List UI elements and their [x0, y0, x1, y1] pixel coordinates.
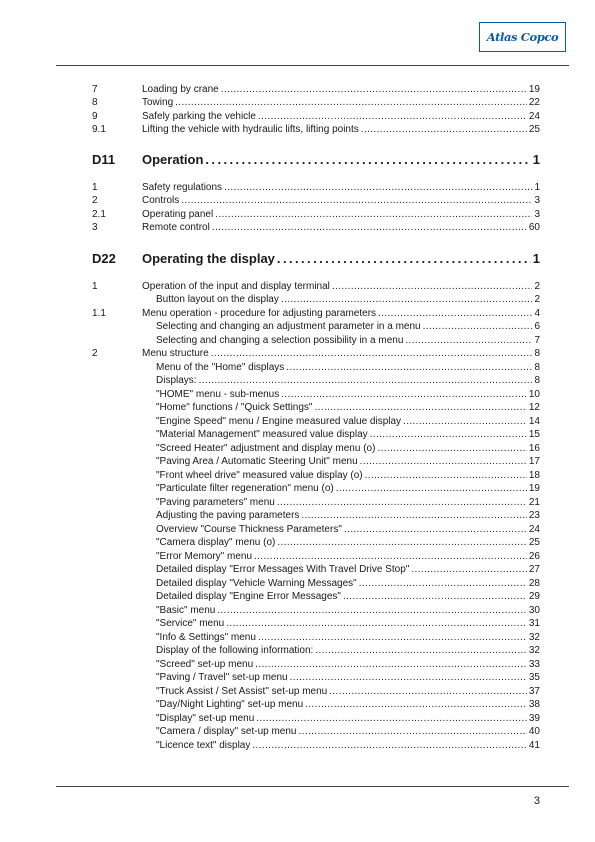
dot-leader	[299, 726, 527, 738]
dot-leader	[224, 182, 532, 194]
toc-title: Display of the following information:	[156, 645, 314, 656]
toc-page-number: 60	[528, 222, 540, 233]
toc-entry-line	[142, 250, 540, 268]
toc-number: D11	[92, 152, 116, 167]
toc-entry[interactable]	[92, 97, 540, 109]
toc-title: "Paving parameters" menu	[156, 497, 275, 508]
toc-entry[interactable]	[92, 632, 540, 644]
toc-page-number: 37	[528, 686, 540, 697]
toc-entry-line	[156, 483, 540, 495]
toc-page-number: 2	[534, 294, 540, 305]
toc-entry[interactable]	[92, 551, 540, 563]
toc-page-number: 1	[532, 251, 540, 266]
toc-entry[interactable]	[92, 456, 540, 468]
toc-number: 9.1	[92, 124, 106, 135]
toc-entry[interactable]	[92, 699, 540, 711]
toc-entry-line	[156, 335, 540, 347]
toc-page-number: 1	[534, 182, 540, 193]
toc-page-number: 24	[528, 524, 540, 535]
toc-title: "HOME" menu - sub-menus	[156, 389, 280, 400]
toc-number: 3	[92, 222, 98, 233]
toc-entry[interactable]	[92, 578, 540, 590]
toc-entry-line	[142, 124, 540, 136]
toc-entry-line	[156, 497, 540, 509]
dot-leader	[315, 645, 527, 657]
toc-number: 2.1	[92, 209, 106, 220]
dot-leader	[405, 335, 532, 347]
toc-entry[interactable]	[92, 605, 540, 617]
toc-entry-line	[142, 97, 540, 109]
dot-leader	[281, 294, 533, 306]
toc-entry[interactable]	[92, 402, 540, 414]
toc-entry[interactable]	[92, 308, 540, 320]
toc-entry[interactable]	[92, 497, 540, 509]
toc-entry[interactable]	[92, 321, 540, 333]
toc-entry-line	[142, 348, 540, 360]
toc-entry[interactable]	[92, 537, 540, 549]
toc-entry-line	[156, 551, 540, 563]
toc-entry[interactable]	[92, 726, 540, 738]
toc-page-number: 32	[528, 632, 540, 643]
toc-entry-line	[142, 308, 540, 320]
toc-entry-line	[156, 672, 540, 684]
toc-title: Detailed display "Vehicle Warning Messages"	[156, 578, 357, 589]
toc-entry[interactable]	[92, 470, 540, 482]
toc-entry-line	[156, 645, 540, 657]
toc-page-number: 33	[528, 659, 540, 670]
toc-entry-line	[156, 510, 540, 522]
toc-title: Operating the display	[142, 251, 275, 266]
toc-title: "Service" menu	[156, 618, 225, 629]
toc-title: "Paving / Travel" set-up menu	[156, 672, 288, 683]
toc-page-number: 35	[528, 672, 540, 683]
dot-leader	[301, 510, 526, 522]
toc-entry-line	[156, 294, 540, 306]
toc-entry[interactable]	[92, 362, 540, 374]
toc-entry-line	[156, 375, 540, 387]
toc-page-number: 10	[528, 389, 540, 400]
toc-title: Safety regulations	[142, 182, 223, 193]
toc-page-number: 2	[534, 281, 540, 292]
toc-title: Overview "Course Thickness Parameters"	[156, 524, 342, 535]
toc-entry[interactable]	[92, 389, 540, 401]
dot-leader	[212, 222, 527, 234]
dot-leader	[411, 564, 527, 576]
toc-title: Menu structure	[142, 348, 209, 359]
toc-entry[interactable]	[92, 672, 540, 684]
dot-leader	[221, 84, 527, 96]
toc-title: "Camera display" menu (o)	[156, 537, 276, 548]
dot-leader	[211, 348, 533, 360]
toc-title: Loading by crane	[142, 84, 219, 95]
toc-entry[interactable]	[92, 348, 540, 360]
toc-entry[interactable]	[92, 416, 540, 428]
dot-leader	[226, 618, 527, 630]
toc-title: "Screed Heater" adjustment and display menu (o)	[156, 443, 376, 454]
toc-page-number: 26	[528, 551, 540, 562]
dot-leader	[329, 686, 527, 698]
toc-title: "Info & Settings" menu	[156, 632, 256, 643]
dot-leader	[305, 699, 527, 711]
toc-entry-line	[142, 195, 540, 207]
toc-entry-line	[142, 84, 540, 96]
toc-entry-line	[156, 591, 540, 603]
toc-entry[interactable]	[92, 111, 540, 123]
toc-entry-line	[142, 222, 540, 234]
toc-page-number: 3	[534, 209, 540, 220]
toc-page-number: 1	[532, 152, 540, 167]
dot-leader	[286, 362, 532, 374]
toc-number: 2	[92, 195, 98, 206]
toc-number: 2	[92, 348, 98, 359]
toc-entry-line	[156, 699, 540, 711]
toc-number: 7	[92, 84, 98, 95]
toc-entry-line	[156, 564, 540, 576]
toc-title: "Particulate filter regeneration" menu (o)	[156, 483, 334, 494]
toc-number: 1	[92, 281, 98, 292]
toc-page-number: 22	[528, 97, 540, 108]
toc-title: Button layout on the display	[156, 294, 279, 305]
dot-leader	[336, 483, 527, 495]
toc-entry[interactable]	[92, 686, 540, 698]
toc-page-number: 6	[534, 321, 540, 332]
toc-page-number: 15	[528, 429, 540, 440]
toc-entry[interactable]	[92, 510, 540, 522]
toc-title: Remote control	[142, 222, 210, 233]
toc-title: Adjusting the paving parameters	[156, 510, 300, 521]
toc-entry-line	[156, 632, 540, 644]
toc-title: "Error Memory" menu	[156, 551, 253, 562]
toc-page-number: 8	[534, 348, 540, 359]
toc-entry[interactable]	[92, 222, 540, 234]
toc-entry-line	[156, 470, 540, 482]
toc-entry-line	[142, 111, 540, 123]
toc-entry-line	[156, 362, 540, 374]
toc-chapter[interactable]	[92, 250, 540, 268]
toc-title: Safely parking the vehicle	[142, 111, 256, 122]
toc-page-number: 7	[534, 335, 540, 346]
toc-title: Selecting and changing an adjustment parameter in a menu	[156, 321, 421, 332]
toc-number: 1.1	[92, 308, 106, 319]
toc-page-number: 16	[528, 443, 540, 454]
toc-entry-line	[156, 713, 540, 725]
toc-page-number: 38	[528, 699, 540, 710]
dot-leader	[344, 524, 527, 536]
toc-entry[interactable]	[92, 375, 540, 387]
toc-page-number: 24	[528, 111, 540, 122]
toc-title: "Licence text" display	[156, 740, 251, 751]
toc-title: Lifting the vehicle with hydraulic lifts, lifting points	[142, 124, 359, 135]
toc-page-number: 27	[528, 564, 540, 575]
dot-leader	[205, 151, 530, 169]
toc-entry-line	[156, 537, 540, 549]
toc-page-number: 25	[528, 124, 540, 135]
toc-entry[interactable]	[92, 195, 540, 207]
toc-title: Operation	[142, 152, 204, 167]
toc-entry[interactable]	[92, 443, 540, 455]
toc-title: Controls	[142, 195, 180, 206]
toc-entry-line	[142, 151, 540, 169]
toc-page-number: 17	[528, 456, 540, 467]
toc-page-number: 40	[528, 726, 540, 737]
dot-leader	[361, 124, 527, 136]
toc-entry-line	[156, 389, 540, 401]
dot-leader	[277, 250, 531, 268]
dot-leader	[199, 375, 533, 387]
toc-entry-line	[156, 456, 540, 468]
toc-page-number: 25	[528, 537, 540, 548]
toc-title: "Material Management" measured value display	[156, 429, 368, 440]
dot-leader	[360, 456, 527, 468]
toc-title: "Front wheel drive" measured value display (o)	[156, 470, 363, 481]
toc-entry[interactable]	[92, 659, 540, 671]
toc-entry-line	[156, 524, 540, 536]
toc-page-number: 39	[528, 713, 540, 724]
dot-leader	[254, 551, 527, 563]
dot-leader	[370, 429, 527, 441]
toc-page-number: 4	[534, 308, 540, 319]
toc-entry[interactable]	[92, 429, 540, 441]
toc-entry-line	[156, 605, 540, 617]
toc-page-number: 3	[534, 195, 540, 206]
toc-number: 1	[92, 182, 98, 193]
toc-entry[interactable]	[92, 281, 540, 293]
toc-page-number: 21	[528, 497, 540, 508]
dot-leader	[377, 443, 526, 455]
toc-entry[interactable]	[92, 740, 540, 752]
toc-entry-line	[156, 429, 540, 441]
dot-leader	[423, 321, 533, 333]
dot-leader	[403, 416, 527, 428]
toc-entry[interactable]	[92, 564, 540, 576]
atlas-copco-logo: Atlas Copco	[479, 22, 566, 52]
toc-entry[interactable]	[92, 618, 540, 630]
toc-title: "Paving Area / Automatic Steering Unit" menu	[156, 456, 358, 467]
toc-page-number: 29	[528, 591, 540, 602]
dot-leader	[314, 402, 526, 414]
dot-leader	[258, 632, 527, 644]
dot-leader	[378, 308, 532, 320]
dot-leader	[217, 605, 527, 617]
toc-entry-line	[156, 740, 540, 752]
dot-leader	[175, 97, 527, 109]
toc-title: Detailed display "Error Messages With Travel Drive Stop"	[156, 564, 410, 575]
toc-title: Towing	[142, 97, 174, 108]
toc-page-number: 19	[528, 84, 540, 95]
toc-number: 8	[92, 97, 98, 108]
toc-page-number: 19	[528, 483, 540, 494]
toc-entry[interactable]	[92, 209, 540, 221]
toc-entry[interactable]	[92, 483, 540, 495]
toc-entry-line	[156, 416, 540, 428]
toc-entry[interactable]	[92, 645, 540, 657]
toc-entry[interactable]	[92, 294, 540, 306]
toc-title: "Display" set-up menu	[156, 713, 255, 724]
dot-leader	[359, 578, 527, 590]
toc-entry[interactable]	[92, 124, 540, 136]
toc-title: Operation of the input and display terminal	[142, 281, 330, 292]
page-number: 3	[533, 795, 540, 807]
dot-leader	[256, 713, 527, 725]
dot-leader	[365, 470, 527, 482]
toc-title: Detailed display "Engine Error Messages"	[156, 591, 341, 602]
toc-title: Operating panel	[142, 209, 214, 220]
dot-leader	[215, 209, 532, 221]
toc-entry-line	[156, 402, 540, 414]
dot-leader	[332, 281, 533, 293]
toc-entry[interactable]	[92, 182, 540, 194]
toc-entry-line	[156, 443, 540, 455]
toc-entry[interactable]	[92, 524, 540, 536]
toc-page-number: 18	[528, 470, 540, 481]
dot-leader	[252, 740, 527, 752]
toc-entry[interactable]	[92, 591, 540, 603]
toc-page-number: 30	[528, 605, 540, 616]
dot-leader	[258, 111, 527, 123]
dot-leader	[343, 591, 527, 603]
toc-page-number: 31	[528, 618, 540, 629]
toc-title: Menu operation - procedure for adjusting parameters	[142, 308, 377, 319]
toc-page-number: 14	[528, 416, 540, 427]
toc-entry-line	[142, 281, 540, 293]
toc-entry-line	[156, 686, 540, 698]
toc-title: "Truck Assist / Set Assist" set-up menu	[156, 686, 328, 697]
toc-page-number: 28	[528, 578, 540, 589]
toc-title: Selecting and changing a selection possibility in a menu	[156, 335, 404, 346]
dot-leader	[290, 672, 527, 684]
toc-title: "Basic" menu	[156, 605, 216, 616]
toc-page-number: 41	[528, 740, 540, 751]
toc-title: "Day/Night Lighting" set-up menu	[156, 699, 304, 710]
header-rule	[56, 65, 569, 66]
toc-entry-line	[156, 659, 540, 671]
toc-page-number: 32	[528, 645, 540, 656]
toc-entry-line	[156, 726, 540, 738]
toc-entry-line	[156, 618, 540, 630]
toc-page-number: 8	[534, 362, 540, 373]
dot-leader	[181, 195, 532, 207]
dot-leader	[281, 389, 527, 401]
toc-title: Displays:	[156, 375, 197, 386]
toc-entry-line	[142, 209, 540, 221]
toc-number: D22	[92, 251, 116, 266]
toc-entry-line	[142, 182, 540, 194]
toc-page-number: 23	[528, 510, 540, 521]
toc-entry[interactable]	[92, 84, 540, 96]
toc-entry-line	[156, 321, 540, 333]
toc-page-number: 12	[528, 402, 540, 413]
toc-title: Menu of the "Home" displays	[156, 362, 285, 373]
toc-number: 9	[92, 111, 98, 122]
toc-title: "Engine Speed" menu / Engine measured value display	[156, 416, 402, 427]
toc-entry[interactable]	[92, 713, 540, 725]
toc-entry[interactable]	[92, 335, 540, 347]
toc-title: "Home" functions / "Quick Settings"	[156, 402, 313, 413]
footer-rule	[56, 786, 569, 787]
dot-leader	[255, 659, 527, 671]
toc-title: "Screed" set-up menu	[156, 659, 254, 670]
toc-title: "Camera / display" set-up menu	[156, 726, 297, 737]
toc-page-number: 8	[534, 375, 540, 386]
dot-leader	[277, 497, 527, 509]
toc-entry-line	[156, 578, 540, 590]
toc-chapter[interactable]	[92, 151, 540, 169]
dot-leader	[277, 537, 527, 549]
